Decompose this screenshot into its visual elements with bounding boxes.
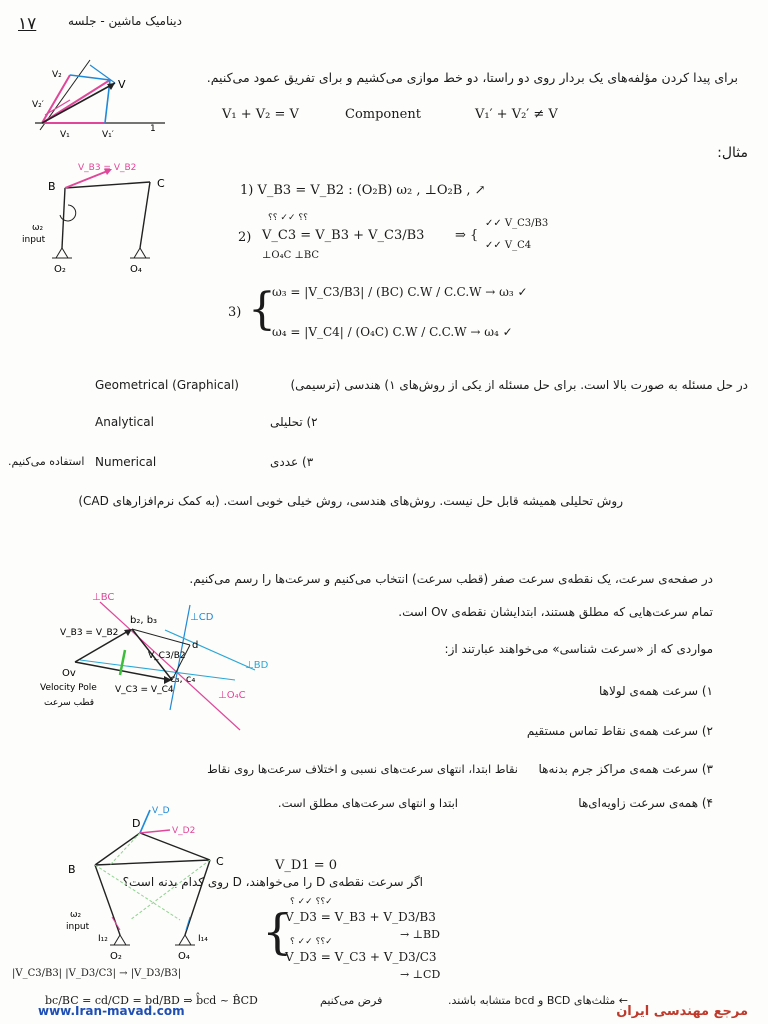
intro-text: برای پیدا کردن مؤلفه‌های یک بردار روی دو راستا، دو خط موازی می‌کشیم و برای تفریق عمود می‌کنیم. — [206, 70, 738, 85]
equation-2-result-top: ✓✓ V_C3/B3 — [485, 218, 549, 229]
fig4-vd2-label: V_D2 — [172, 826, 196, 836]
fig2-b-label: B — [48, 180, 56, 193]
header-title: دینامیک ماشین - جلسه — [68, 14, 182, 28]
vd3a-equation: V_D3 = V_B3 + V_D3/B3 — [285, 910, 436, 924]
fig3-c3c4: c₃, c₄ — [170, 674, 196, 685]
vd3b-over: ؟؟ ✓✓ ؟✓ — [290, 937, 333, 947]
fig3-lbc: ⊥BC — [92, 592, 115, 603]
fig1-v2p-label: V₂′ — [32, 100, 44, 110]
fig4-o4-label: O₄ — [178, 951, 190, 962]
fig4-input-label: input — [66, 922, 90, 932]
fig3-d: d — [192, 640, 199, 651]
fig3-ov: Ov — [62, 668, 76, 679]
fig2-o4-label: O₄ — [130, 264, 142, 275]
method-intro: در حل مسئله به صورت بالا است. برای حل مسئله از یکی از روش‌های ۱) هندسی (ترسیمی) — [290, 378, 748, 392]
bottom-left-magnitudes: |V_C3/B3| |V_D3/C3| → |V_D3/B3| — [12, 968, 182, 979]
fig2-input-label: input — [22, 235, 46, 245]
list-item-2: ۲) سرعت همه‌ی نقاط تماس مستقیم — [526, 724, 713, 738]
fig4-o2-label: O₂ — [110, 951, 122, 962]
equation-1: 1) V_B3 = V_B2 : (O₂B) ω₂ , ⊥O₂B , ↗ — [240, 183, 486, 198]
fig4-i12-label: I₁₂ — [98, 934, 108, 944]
analytical-fa: ۲) تحلیلی — [270, 415, 318, 429]
list-item-3: ۳) سرعت همه‌ی مراکز جرم بدنه‌ها — [538, 762, 713, 776]
vector-sum: V₁ + V₂ = V — [222, 107, 299, 122]
note-right-1: نقاط ابتدا، انتهای سرعت‌های نسبی و اختلاف سرعت‌ها روی نقاط — [207, 762, 518, 776]
equation-2-number: 2) — [238, 230, 252, 245]
bottom-assume: فرض می‌کنیم — [320, 994, 383, 1007]
analytical-label: Analytical — [95, 415, 154, 429]
fig3-vb: V_B3 = V_B2 — [60, 628, 119, 638]
fig2-c-label: C — [157, 177, 165, 190]
fig1-v1p-label: V₁′ — [102, 130, 114, 140]
bottom-similar-note: ← مثلث‌های BCD و bcd متشابه باشند. — [447, 994, 628, 1007]
fig1-v2-label: V₂ — [52, 70, 62, 80]
equation-2-over: ؟؟ ✓✓ ؟؟ — [268, 213, 308, 223]
fig4-w2-label: ω₂ — [70, 910, 82, 920]
fig2-w2-label: ω₂ — [32, 223, 44, 233]
footer-brand: مرجع مهندسی ایران — [616, 1004, 748, 1019]
vd3-brace: { — [262, 904, 293, 960]
fig3-lbd: ⊥BD — [245, 660, 269, 671]
vd3a-over: ؟؟ ✓✓ ؟✓ — [290, 897, 333, 907]
equation-2: V_C3 = V_B3 + V_C3/B3 — [262, 228, 425, 243]
numerical-label: Numerical — [95, 455, 157, 469]
equation-3a: ω₃ = |V_C3/B3| / (BC) C.W / C.C.W → ω₃ ✓ — [272, 285, 528, 299]
use-text: استفاده می‌کنیم. — [8, 455, 85, 468]
footer-website-link[interactable]: www.Iran-mavad.com — [38, 1004, 185, 1018]
fig4-vd-label: V_D — [152, 806, 170, 816]
vector-inequality: V₁′ + V₂′ ≠ V — [475, 107, 558, 122]
equation-2-result-bottom: ✓✓ V_C4 — [485, 240, 532, 251]
list-item-1: ۱) سرعت همه‌ی لولاها — [599, 684, 713, 698]
example-label: مثال: — [717, 145, 748, 161]
vd1-equation: V_D1 = 0 — [275, 858, 338, 873]
vd3a-perp: → ⊥BD — [400, 928, 440, 941]
numerical-fa: ۳) عددی — [270, 455, 314, 469]
fig2-o2-label: O₂ — [54, 264, 66, 275]
note-right-2: ابتدا و انتهای سرعت‌های مطلق است. — [277, 796, 458, 810]
fig3-lo4c: ⊥O₄C — [218, 690, 246, 701]
analytic-note: روش تحلیلی همیشه قابل حل نیست. روش‌های هندسی، روش خیلی خوبی است. (به کمک نرم‌افزارهای CAD) — [78, 494, 623, 508]
fig3-pole: Velocity Pole — [40, 683, 97, 693]
equation-2-under: ⊥O₄C ⊥BC — [262, 250, 320, 261]
fig3-pole-fa: قطب سرعت — [44, 698, 95, 708]
fig4-i14-label: I₁₄ — [198, 934, 208, 944]
fig3-b2b3: b₂, b₃ — [130, 615, 158, 626]
equation-3-number: 3) — [228, 305, 242, 320]
vd3b-equation: V_D3 = V_C3 + V_D3/C3 — [285, 950, 437, 964]
question-text: اگر سرعت نقطه‌ی D را می‌خواهند، D روی کدام بدنه است؟ — [122, 875, 423, 889]
fig1-v-label: V — [118, 78, 126, 91]
fig1-one-label: 1 — [150, 124, 156, 134]
fig4-c-label: C — [216, 855, 224, 868]
fig3-vcb: V_C3/B2 — [148, 651, 186, 661]
velocity-plane-line-1: در صفحه‌ی سرعت، یک نقطه‌ی سرعت صفر (قطب سرعت) انتخاب می‌کنیم و سرعت‌ها را رسم می‌کنیم. — [189, 572, 713, 586]
component-label: Component — [345, 107, 421, 122]
page-number: ۱۷ — [18, 14, 37, 34]
bottom-similar-triangles: bc/BC = cd/CD = bd/BD ⇒ b̂cd ~ B̂CD — [45, 994, 258, 1007]
equation-3-brace: { — [248, 284, 276, 335]
equation-3b: ω₄ = |V_C4| / (O₄C) C.W / C.C.W → ω₄ ✓ — [272, 325, 513, 339]
list-item-4: ۴) همه‌ی سرعت زاویه‌ای‌ها — [578, 796, 713, 810]
fig2-vb-label: V_B3 = V_B2 — [78, 163, 137, 173]
fig3-vc: V_C3 = V_C4 — [115, 685, 174, 695]
velocity-plane-line-3: مواردی که از «سرعت شناسی» می‌خواهند عبارتند از: — [444, 642, 713, 656]
vd3b-perp: → ⊥CD — [400, 968, 441, 981]
figure-velocity-polygon — [40, 590, 280, 740]
fig4-d-label: D — [132, 817, 141, 830]
figure-vector-components — [30, 55, 170, 145]
fig1-v1-label: V₁ — [60, 130, 70, 140]
fig4-b-label: B — [68, 863, 76, 876]
geometrical-label: Geometrical (Graphical) — [95, 378, 239, 392]
fig3-lcd: ⊥CD — [190, 612, 214, 623]
figure-four-bar — [20, 160, 200, 280]
equation-2-arrow: ⇒ { — [455, 228, 479, 243]
velocity-plane-line-2: تمام سرعت‌هایی که مطلق هستند، ابتدایشان نقطه‌ی Ov است. — [398, 605, 713, 619]
